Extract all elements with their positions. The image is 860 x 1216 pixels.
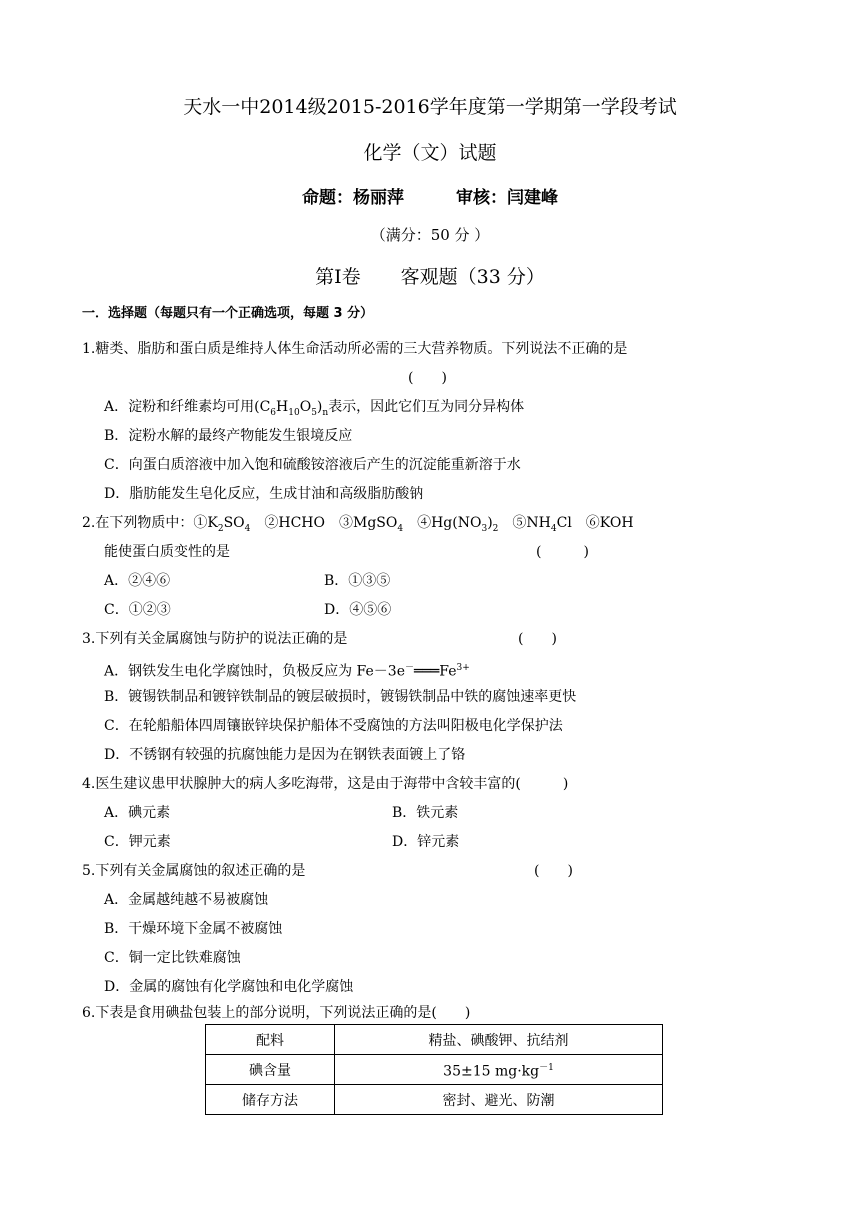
section-heading: 一．选择题（每题只有一个正确选项，每题 3 分）	[82, 306, 374, 321]
table-row	[206, 1085, 663, 1115]
table-row	[206, 1055, 663, 1085]
question-3-option-c: C．在轮船船体四周镶嵌锌块保护船体不受腐蚀的方法叫阳极电化学保护法	[104, 718, 563, 734]
part-title: 第Ⅰ卷	[315, 266, 361, 288]
question-2-answer-paren: ( )	[536, 544, 589, 560]
table-cell-value: 密封、避光、防潮	[335, 1085, 663, 1115]
part-subtitle: 客观题（33 分）	[400, 266, 545, 288]
iodized-salt-table	[205, 1024, 663, 1115]
question-5-option-d: D．金属的腐蚀有化学腐蚀和电化学腐蚀	[104, 979, 354, 995]
question-6-stem: 6.下表是食用碘盐包装上的部分说明，下列说法正确的是( )	[82, 1005, 471, 1021]
question-5-option-b: B．干燥环境下金属不被腐蚀	[104, 921, 283, 937]
part-heading	[0, 262, 860, 289]
question-3-option-a: A．钢铁发生电化学腐蚀时，负极反应为 $Fe-3e^-═══Fe^{3+}$	[104, 663, 470, 680]
table-row	[206, 1025, 663, 1055]
question-2-option-d: D．④⑤⑥	[324, 602, 392, 618]
question-2-stem: 2.在下列物质中：$①K_2SO_4$ ②HCHO ③MgSO$_4$ $④Hg(NO_3)_2$ $⑤NH_4Cl$ ⑥KOH	[82, 515, 634, 534]
question-4-option-c: C．钾元素	[104, 834, 171, 850]
exam-subtitle: 化学（文）试题	[363, 142, 497, 164]
question-5-option-c: C．铜一定比铁难腐蚀	[104, 950, 241, 966]
question-5-option-a: A．金属越纯越不易被腐蚀	[104, 892, 269, 908]
question-3-answer-paren: ( )	[518, 631, 557, 647]
exam-authors	[0, 183, 860, 208]
question-2-stem-line2: 能使蛋白质变性的是	[104, 544, 230, 560]
question-3-option-b: B．镀锡铁制品和镀锌铁制品的镀层破损时，镀锡铁制品中铁的腐蚀速率更快	[104, 689, 577, 705]
question-1-option-b: B．淀粉水解的最终产物能发生银境反应	[104, 428, 353, 444]
question-5-stem: 5.下列有关金属腐蚀的叙述正确的是	[82, 863, 306, 879]
exam-title: 天水一中2014级2015-2016学年度第一学期第一学段考试	[183, 96, 677, 118]
question-4-option-d: D．锌元素	[392, 834, 460, 850]
table-cell-value: 35±15 $mg\cdot kg^{-1}$	[335, 1055, 663, 1085]
question-2-option-b: B．①③⑤	[324, 573, 391, 589]
question-1-option-d: D．脂肪能发生皂化反应，生成甘油和高级脂肪酸钠	[104, 486, 424, 502]
table-cell-label: 碘含量	[206, 1055, 335, 1085]
question-4-option-b: B．铁元素	[392, 805, 459, 821]
question-1-option-c: C．向蛋白质溶液中加入饱和硫酸铵溶液后产生的沉淀能重新溶于水	[104, 457, 521, 473]
question-2-option-c: C．①②③	[104, 602, 171, 618]
question-4-option-a: A．碘元素	[104, 805, 171, 821]
reviewer-label: 审核：闫建峰	[456, 188, 558, 208]
author-label: 命题：杨丽萍	[302, 188, 404, 208]
question-1-answer-paren: ( )	[408, 370, 447, 386]
table-cell-label: 储存方法	[206, 1085, 335, 1115]
table-cell-label: 配料	[206, 1025, 335, 1055]
question-2-option-a: A．②④⑥	[104, 573, 171, 589]
question-1-stem: 1.糖类、脂肪和蛋白质是维持人体生命活动所必需的三大营养物质。下列说法不正确的是	[82, 341, 628, 357]
question-3-option-d: D．不锈钢有较强的抗腐蚀能力是因为在钢铁表面镀上了铬	[104, 747, 466, 763]
question-3-stem: 3.下列有关金属腐蚀与防护的说法正确的是	[82, 631, 348, 647]
table-cell-value: 精盐、碘酸钾、抗结剂	[335, 1025, 663, 1055]
question-1-option-a: A．淀粉和纤维素均可用$(C_6H_{10}O_5)_n$表示，因此它们互为同分异构体	[104, 399, 525, 418]
full-score: （满分：50 分 ）	[370, 226, 490, 244]
question-5-answer-paren: ( )	[534, 863, 573, 879]
question-4-stem: 4.医生建议患甲状腺肿大的病人多吃海带，这是由于海带中含较丰富的( )	[82, 776, 569, 792]
